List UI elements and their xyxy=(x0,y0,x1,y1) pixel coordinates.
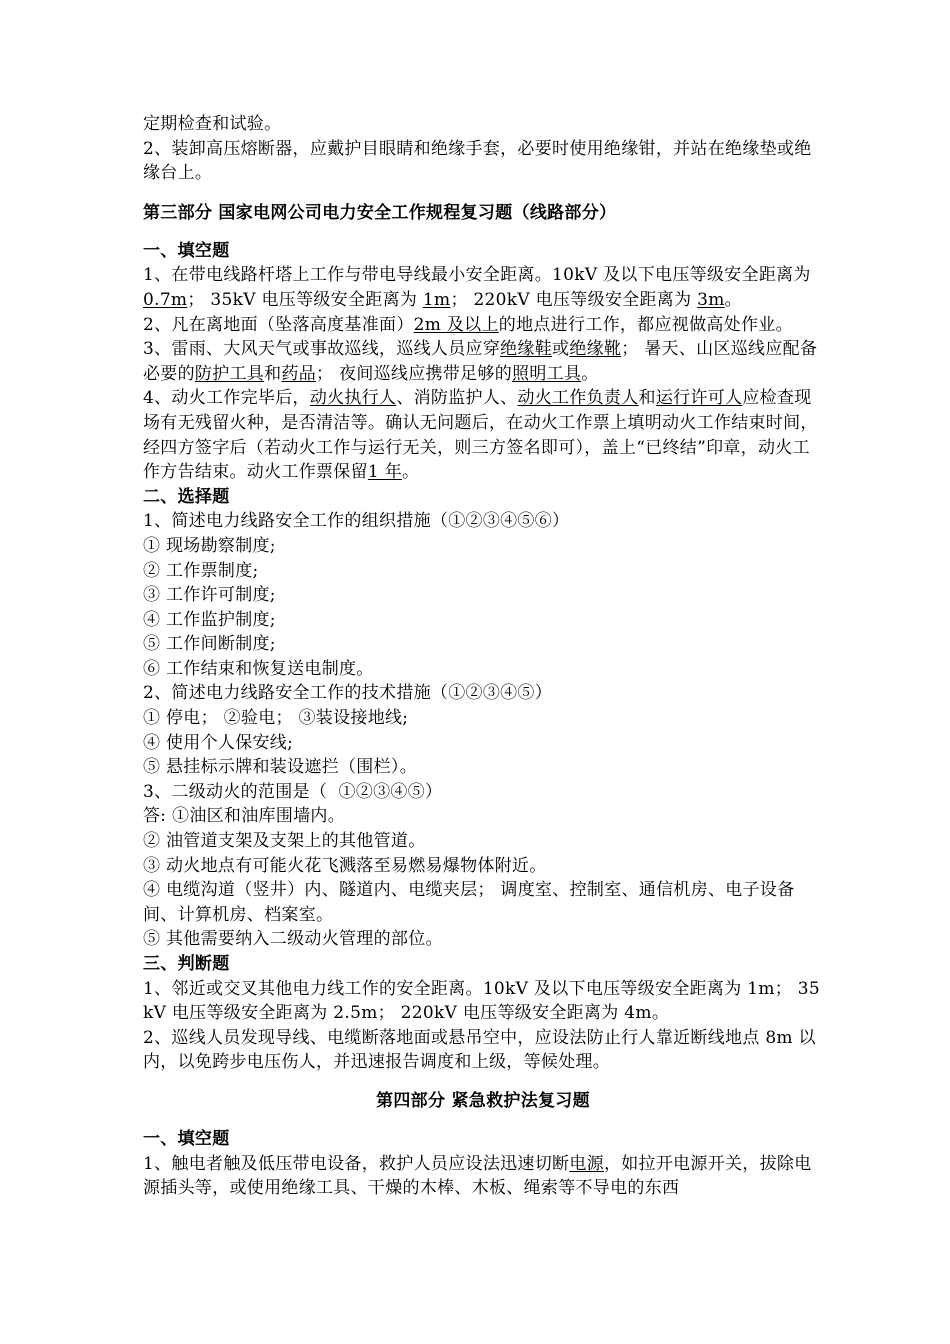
choice-line: 答: ①油区和油库围墙内。 xyxy=(143,806,346,827)
intro-line-1: 定期检查和试验。 xyxy=(143,114,282,134)
part4-fill-q1: 1、触电者触及低压带电设备，救护人员应设法迅速切断电源，如拉开电源开关，拔除电源插头等，或使用绝缘工具、干燥的木棒、木板、绳索等不导电的东西 xyxy=(143,1153,812,1199)
part3-judge-heading: 三、判断题 xyxy=(143,954,230,974)
part4-title: 第四部分 紧急救护法复习题 xyxy=(376,1090,590,1111)
part3-fill-q2: 2、凡在离地面（坠落高度基准面）2m 及以上的地点进行工作，都应视做高处作业。 xyxy=(143,314,793,335)
document-page xyxy=(143,112,823,1201)
choice-line: ⑤ 工作间断制度; xyxy=(143,634,276,655)
choice-line: ⑤ 其他需要纳入二级动火管理的部位。 xyxy=(143,929,443,950)
choice-line: ① 停电； ②验电； ③装设接地线; xyxy=(143,708,409,729)
part3-fill-q4: 4、动火工作完毕后，动火执行人、消防监护人、动火工作负责人和运行许可人应检查现场有无残留火种，是否清洁等。确认无问题后，在动火工作票上填明动火工作结束时间，经四方签字后（若动火工作与运行无关，则三方签名即可），盖上“已终结”印章，动火工作方告结束。动火工作票保留1 年。 xyxy=(143,388,818,483)
choice-line: ② 油管道支架及支架上的其他管道。 xyxy=(143,831,426,852)
choice-line: ⑤ 悬挂标示牌和装设遮拦（围栏）。 xyxy=(143,757,418,778)
choice-line: 1、简述电力线路安全工作的组织措施（①②③④⑤⑥） xyxy=(143,511,570,532)
intro-line-2: 2、装卸高压熔断器，应戴护目眼睛和绝缘手套，必要时使用绝缘钳，并站在绝缘垫或绝缘台上。 xyxy=(143,138,812,184)
choice-line: ⑥ 工作结束和恢复送电制度。 xyxy=(143,658,374,679)
choice-line: ③ 动火地点有可能火花飞溅落至易燃易爆物体附近。 xyxy=(143,855,547,876)
judge-line: 2、巡线人员发现导线、电缆断落地面或悬吊空中，应设法防止行人靠近断线地点 8m 以内，以免跨步电压伤人，并迅速报告调度和上级，等候处理。 xyxy=(143,1027,816,1073)
choice-line: ④ 使用个人保安线; xyxy=(143,732,294,753)
part4-fill-heading: 一、填空题 xyxy=(143,1128,230,1149)
choice-line: 2、简述电力线路安全工作的技术措施（①②③④⑤） xyxy=(143,683,553,704)
choice-line: ① 现场勘察制度; xyxy=(143,535,276,556)
choice-line: 3、二级动火的范围是（ ①②③④⑤） xyxy=(143,781,443,802)
part3-fill-q1: 1、在带电线路杆塔上工作与带电导线最小安全距离。10kV 及以下电压等级安全距离为 0.7m； 35kV 电压等级安全距离为 1m； 220kV 电压等级安全距离为 3m。 xyxy=(143,265,817,310)
part3-choice-heading: 二、选择题 xyxy=(143,486,230,507)
choice-line: ④ 工作监护制度; xyxy=(143,609,276,630)
choice-line: ③ 工作许可制度; xyxy=(143,585,276,606)
choice-line: ④ 电缆沟道（竖井）内、隧道内、电缆夹层； 调度室、控制室、通信机房、电子设备间、计算机房、档案室。 xyxy=(143,880,795,925)
part3-title: 第三部分 国家电网公司电力安全工作规程复习题（线路部分） xyxy=(143,202,617,223)
part3-fill-q3: 3、雷雨、大风天气或事故巡线，巡线人员应穿绝缘鞋或绝缘靴； 暑天、山区巡线应配备必要的防护工具和药品； 夜间巡线应携带足够的照明工具。 xyxy=(143,339,818,384)
choice-line: ② 工作票制度; xyxy=(143,560,259,581)
judge-line: 1、邻近或交叉其他电力线工作的安全距离。10kV 及以下电压等级安全距离为 1m； 35kV 电压等级安全距离为 2.5m； 220kV 电压等级安全距离为 4m。 xyxy=(143,978,821,1024)
part3-fill-heading: 一、填空题 xyxy=(143,240,230,261)
